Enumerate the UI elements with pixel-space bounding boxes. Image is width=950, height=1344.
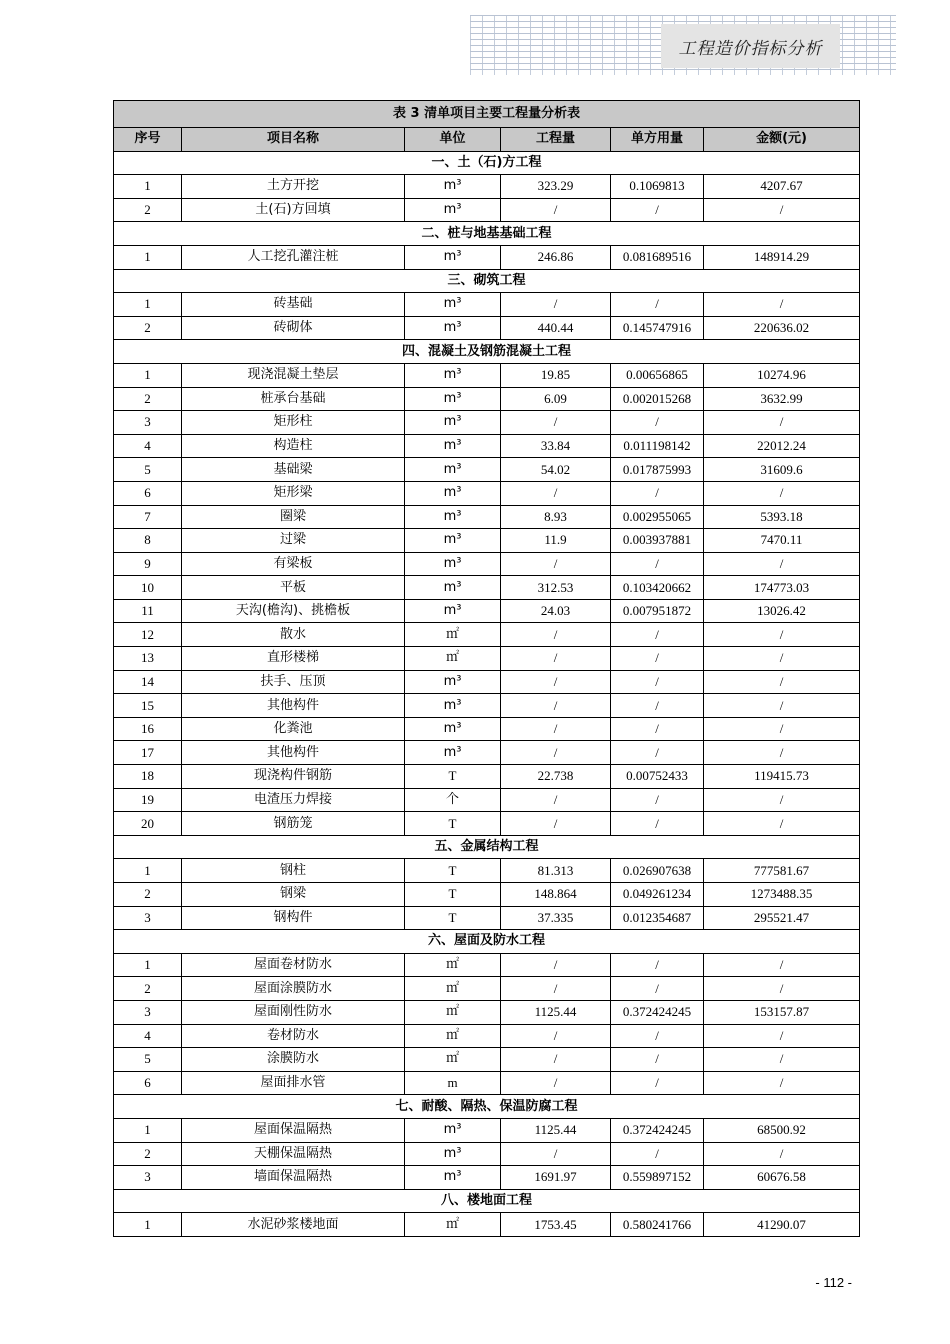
cell-unit-usage: / xyxy=(611,552,704,576)
cell-quantity: 37.335 xyxy=(501,906,611,930)
cell-quantity: / xyxy=(501,1142,611,1166)
cell-unit-usage: / xyxy=(611,717,704,741)
cell-unit-usage: / xyxy=(611,788,704,812)
cell-amount: / xyxy=(704,647,860,671)
cell-index: 20 xyxy=(114,812,182,836)
table-row xyxy=(114,670,860,694)
cell-item-name: 现浇构件钢筋 xyxy=(182,765,405,789)
cell-item-name: 构造柱 xyxy=(182,434,405,458)
cell-amount: / xyxy=(704,1024,860,1048)
cell-index: 1 xyxy=(114,293,182,317)
cell-amount: / xyxy=(704,411,860,435)
cell-index: 2 xyxy=(114,387,182,411)
cell-amount: / xyxy=(704,1142,860,1166)
cell-index: 1 xyxy=(114,245,182,269)
cell-item-name: 基础梁 xyxy=(182,458,405,482)
cell-quantity: / xyxy=(501,293,611,317)
cell-quantity: 148.864 xyxy=(501,883,611,907)
cell-index: 19 xyxy=(114,788,182,812)
cell-item-name: 桩承台基础 xyxy=(182,387,405,411)
table-row xyxy=(114,481,860,505)
cell-index: 2 xyxy=(114,316,182,340)
cell-unit: T xyxy=(405,906,501,930)
cell-item-name: 砖基础 xyxy=(182,293,405,317)
cell-quantity: 6.09 xyxy=(501,387,611,411)
cell-quantity: 24.03 xyxy=(501,599,611,623)
section-title: 一、土（石)方工程 xyxy=(114,151,860,175)
cell-amount: 31609.6 xyxy=(704,458,860,482)
table-header-row xyxy=(114,128,860,152)
cell-index: 12 xyxy=(114,623,182,647)
col-header-amount: 金额(元) xyxy=(704,128,860,152)
cell-unit: ㎡ xyxy=(405,1213,501,1237)
page-number: - 112 - xyxy=(815,1275,852,1290)
cell-unit: ㎡ xyxy=(405,1048,501,1072)
cell-unit-usage: 0.00656865 xyxy=(611,363,704,387)
cell-unit-usage: / xyxy=(611,647,704,671)
table-row xyxy=(114,458,860,482)
cell-unit: m³ xyxy=(405,670,501,694)
cell-item-name: 现浇混凝土垫层 xyxy=(182,363,405,387)
cell-item-name: 矩形柱 xyxy=(182,411,405,435)
table-row xyxy=(114,198,860,222)
cell-unit: m³ xyxy=(405,599,501,623)
cell-amount: / xyxy=(704,623,860,647)
section-row xyxy=(114,1095,860,1119)
cell-unit-usage: / xyxy=(611,977,704,1001)
cell-item-name: 平板 xyxy=(182,576,405,600)
cell-index: 3 xyxy=(114,906,182,930)
table-row xyxy=(114,977,860,1001)
cell-item-name: 屋面涂膜防水 xyxy=(182,977,405,1001)
cell-quantity: 1125.44 xyxy=(501,1118,611,1142)
cell-item-name: 屋面卷材防水 xyxy=(182,953,405,977)
cell-amount: 174773.03 xyxy=(704,576,860,600)
cell-quantity: / xyxy=(501,741,611,765)
cell-index: 17 xyxy=(114,741,182,765)
cell-unit: m³ xyxy=(405,434,501,458)
table-row xyxy=(114,316,860,340)
cell-item-name: 土(石)方回填 xyxy=(182,198,405,222)
cell-index: 11 xyxy=(114,599,182,623)
table-row xyxy=(114,293,860,317)
cell-index: 7 xyxy=(114,505,182,529)
cell-quantity: / xyxy=(501,1024,611,1048)
table-row xyxy=(114,906,860,930)
cell-index: 2 xyxy=(114,977,182,1001)
cell-unit-usage: / xyxy=(611,293,704,317)
cell-index: 5 xyxy=(114,1048,182,1072)
cell-quantity: / xyxy=(501,788,611,812)
table-row xyxy=(114,505,860,529)
section-title: 二、桩与地基基础工程 xyxy=(114,222,860,246)
cell-unit: m³ xyxy=(405,529,501,553)
cell-amount: 5393.18 xyxy=(704,505,860,529)
cell-amount: 220636.02 xyxy=(704,316,860,340)
cell-item-name: 钢柱 xyxy=(182,859,405,883)
table-row xyxy=(114,859,860,883)
cell-quantity: 440.44 xyxy=(501,316,611,340)
cell-amount: / xyxy=(704,293,860,317)
cell-quantity: / xyxy=(501,694,611,718)
cell-unit-usage: 0.145747916 xyxy=(611,316,704,340)
cell-unit-usage: 0.017875993 xyxy=(611,458,704,482)
section-title: 八、楼地面工程 xyxy=(114,1189,860,1213)
cell-amount: / xyxy=(704,788,860,812)
col-header-unit-usage: 单方用量 xyxy=(611,128,704,152)
table-row xyxy=(114,411,860,435)
table-row xyxy=(114,883,860,907)
table-row xyxy=(114,363,860,387)
cell-index: 3 xyxy=(114,1000,182,1024)
cell-item-name: 化粪池 xyxy=(182,717,405,741)
cell-unit-usage: / xyxy=(611,953,704,977)
cell-unit: m³ xyxy=(405,198,501,222)
table-row xyxy=(114,1024,860,1048)
cell-quantity: / xyxy=(501,623,611,647)
table-row xyxy=(114,717,860,741)
table-row xyxy=(114,1166,860,1190)
cell-unit: m³ xyxy=(405,505,501,529)
cell-item-name: 土方开挖 xyxy=(182,175,405,199)
cell-amount: 1273488.35 xyxy=(704,883,860,907)
cell-amount: 295521.47 xyxy=(704,906,860,930)
cell-quantity: 19.85 xyxy=(501,363,611,387)
cell-index: 14 xyxy=(114,670,182,694)
cell-item-name: 屋面排水管 xyxy=(182,1071,405,1095)
table-row xyxy=(114,1048,860,1072)
table-row xyxy=(114,953,860,977)
cell-amount: / xyxy=(704,717,860,741)
header-title-box xyxy=(661,24,840,68)
cell-unit: 个 xyxy=(405,788,501,812)
cell-quantity: 11.9 xyxy=(501,529,611,553)
cell-unit-usage: 0.00752433 xyxy=(611,765,704,789)
cell-quantity: / xyxy=(501,552,611,576)
section-row xyxy=(114,151,860,175)
table-row xyxy=(114,765,860,789)
cell-unit: m³ xyxy=(405,175,501,199)
cell-amount: / xyxy=(704,1071,860,1095)
cell-unit-usage: 0.026907638 xyxy=(611,859,704,883)
cell-unit: m³ xyxy=(405,576,501,600)
table-row xyxy=(114,623,860,647)
cell-amount: 4207.67 xyxy=(704,175,860,199)
cell-item-name: 圈梁 xyxy=(182,505,405,529)
cell-item-name: 墙面保温隔热 xyxy=(182,1166,405,1190)
cell-quantity: 1691.97 xyxy=(501,1166,611,1190)
table-row xyxy=(114,1071,860,1095)
cell-unit: m³ xyxy=(405,481,501,505)
cell-unit-usage: 0.011198142 xyxy=(611,434,704,458)
cell-unit: m³ xyxy=(405,316,501,340)
cell-item-name: 钢筋笼 xyxy=(182,812,405,836)
section-title: 六、屋面及防水工程 xyxy=(114,930,860,954)
cell-index: 1 xyxy=(114,363,182,387)
section-title: 四、混凝土及钢筋混凝土工程 xyxy=(114,340,860,364)
cell-unit-usage: 0.372424245 xyxy=(611,1000,704,1024)
table-row xyxy=(114,647,860,671)
cell-item-name: 其他构件 xyxy=(182,694,405,718)
cell-quantity: 8.93 xyxy=(501,505,611,529)
cell-amount: 10274.96 xyxy=(704,363,860,387)
cell-unit: m³ xyxy=(405,458,501,482)
cell-amount: / xyxy=(704,977,860,1001)
cell-index: 1 xyxy=(114,859,182,883)
cell-amount: 3632.99 xyxy=(704,387,860,411)
cell-quantity: / xyxy=(501,670,611,694)
cell-amount: 41290.07 xyxy=(704,1213,860,1237)
cell-unit-usage: / xyxy=(611,1142,704,1166)
cell-unit-usage: 0.103420662 xyxy=(611,576,704,600)
cell-unit-usage: / xyxy=(611,481,704,505)
cell-unit-usage: / xyxy=(611,1024,704,1048)
cell-amount: / xyxy=(704,694,860,718)
cell-index: 1 xyxy=(114,1118,182,1142)
cell-amount: / xyxy=(704,670,860,694)
section-row xyxy=(114,222,860,246)
cell-unit: m³ xyxy=(405,363,501,387)
cell-amount: 22012.24 xyxy=(704,434,860,458)
table-row xyxy=(114,741,860,765)
cell-unit: m³ xyxy=(405,694,501,718)
cell-quantity: / xyxy=(501,812,611,836)
cell-item-name: 钢梁 xyxy=(182,883,405,907)
cell-index: 4 xyxy=(114,434,182,458)
cell-index: 2 xyxy=(114,198,182,222)
col-header-index: 序号 xyxy=(114,128,182,152)
cell-index: 4 xyxy=(114,1024,182,1048)
cell-unit: ㎡ xyxy=(405,1024,501,1048)
cell-quantity: 1753.45 xyxy=(501,1213,611,1237)
section-title: 三、砌筑工程 xyxy=(114,269,860,293)
cell-unit-usage: / xyxy=(611,812,704,836)
table-row xyxy=(114,245,860,269)
cell-unit: ㎡ xyxy=(405,623,501,647)
cell-index: 15 xyxy=(114,694,182,718)
cell-quantity: 22.738 xyxy=(501,765,611,789)
table-row xyxy=(114,788,860,812)
cell-amount: / xyxy=(704,741,860,765)
table-row xyxy=(114,812,860,836)
cell-unit: m³ xyxy=(405,245,501,269)
cell-unit: m³ xyxy=(405,411,501,435)
cell-item-name: 砖砌体 xyxy=(182,316,405,340)
cell-amount: 153157.87 xyxy=(704,1000,860,1024)
cell-item-name: 天沟(檐沟)、挑檐板 xyxy=(182,599,405,623)
cell-index: 2 xyxy=(114,1142,182,1166)
table-row xyxy=(114,529,860,553)
cell-unit-usage: / xyxy=(611,670,704,694)
cell-index: 5 xyxy=(114,458,182,482)
cell-unit: ㎡ xyxy=(405,647,501,671)
cell-amount: 60676.58 xyxy=(704,1166,860,1190)
cell-item-name: 屋面保温隔热 xyxy=(182,1118,405,1142)
cell-index: 16 xyxy=(114,717,182,741)
table-row xyxy=(114,599,860,623)
cell-unit: m³ xyxy=(405,717,501,741)
cell-index: 8 xyxy=(114,529,182,553)
cell-index: 18 xyxy=(114,765,182,789)
cell-quantity: 1125.44 xyxy=(501,1000,611,1024)
cell-index: 6 xyxy=(114,1071,182,1095)
cell-unit-usage: / xyxy=(611,1048,704,1072)
section-row xyxy=(114,930,860,954)
cell-unit-usage: 0.372424245 xyxy=(611,1118,704,1142)
cell-amount: / xyxy=(704,552,860,576)
cell-unit: T xyxy=(405,883,501,907)
cell-quantity: 54.02 xyxy=(501,458,611,482)
section-row xyxy=(114,835,860,859)
table-row xyxy=(114,1142,860,1166)
table-row xyxy=(114,552,860,576)
col-header-item-name: 项目名称 xyxy=(182,128,405,152)
cell-quantity: / xyxy=(501,977,611,1001)
cell-quantity: 33.84 xyxy=(501,434,611,458)
table-title-row xyxy=(114,101,860,128)
cell-item-name: 天棚保温隔热 xyxy=(182,1142,405,1166)
cell-item-name: 有梁板 xyxy=(182,552,405,576)
cell-quantity: / xyxy=(501,953,611,977)
cell-item-name: 卷材防水 xyxy=(182,1024,405,1048)
table-row xyxy=(114,1000,860,1024)
cell-item-name: 扶手、压顶 xyxy=(182,670,405,694)
cell-quantity: 323.29 xyxy=(501,175,611,199)
cell-unit: m³ xyxy=(405,1142,501,1166)
cell-quantity: 81.313 xyxy=(501,859,611,883)
cell-unit-usage: 0.002955065 xyxy=(611,505,704,529)
quantity-analysis-table xyxy=(113,100,860,1237)
cell-quantity: 246.86 xyxy=(501,245,611,269)
section-title: 七、耐酸、隔热、保温防腐工程 xyxy=(114,1095,860,1119)
table-row xyxy=(114,1213,860,1237)
table-row xyxy=(114,576,860,600)
cell-quantity: / xyxy=(501,411,611,435)
section-row xyxy=(114,340,860,364)
cell-item-name: 过梁 xyxy=(182,529,405,553)
cell-unit: T xyxy=(405,859,501,883)
cell-unit: m xyxy=(405,1071,501,1095)
cell-unit: ㎡ xyxy=(405,977,501,1001)
table-row xyxy=(114,1118,860,1142)
cell-amount: 68500.92 xyxy=(704,1118,860,1142)
cell-index: 1 xyxy=(114,175,182,199)
section-row xyxy=(114,1189,860,1213)
cell-unit: m³ xyxy=(405,741,501,765)
cell-amount: / xyxy=(704,481,860,505)
cell-unit: T xyxy=(405,812,501,836)
cell-unit: m³ xyxy=(405,1166,501,1190)
cell-index: 2 xyxy=(114,883,182,907)
table-row xyxy=(114,387,860,411)
cell-item-name: 钢构件 xyxy=(182,906,405,930)
cell-index: 6 xyxy=(114,481,182,505)
cell-unit-usage: / xyxy=(611,411,704,435)
cell-unit-usage: / xyxy=(611,741,704,765)
cell-amount: / xyxy=(704,812,860,836)
cell-unit-usage: 0.002015268 xyxy=(611,387,704,411)
cell-unit: ㎡ xyxy=(405,953,501,977)
cell-unit: ㎡ xyxy=(405,1000,501,1024)
cell-unit-usage: 0.559897152 xyxy=(611,1166,704,1190)
cell-unit-usage: 0.012354687 xyxy=(611,906,704,930)
cell-amount: / xyxy=(704,198,860,222)
cell-index: 3 xyxy=(114,1166,182,1190)
cell-index: 10 xyxy=(114,576,182,600)
cell-index: 3 xyxy=(114,411,182,435)
cell-amount: / xyxy=(704,1048,860,1072)
cell-item-name: 电渣压力焊接 xyxy=(182,788,405,812)
cell-index: 1 xyxy=(114,1213,182,1237)
cell-quantity: / xyxy=(501,1071,611,1095)
cell-quantity: / xyxy=(501,481,611,505)
cell-unit: m³ xyxy=(405,1118,501,1142)
section-title: 五、金属结构工程 xyxy=(114,835,860,859)
cell-item-name: 其他构件 xyxy=(182,741,405,765)
cell-unit: T xyxy=(405,765,501,789)
cell-quantity: / xyxy=(501,198,611,222)
cell-unit-usage: 0.049261234 xyxy=(611,883,704,907)
section-row xyxy=(114,269,860,293)
col-header-unit: 单位 xyxy=(405,128,501,152)
table-row xyxy=(114,434,860,458)
cell-amount: 119415.73 xyxy=(704,765,860,789)
table-row xyxy=(114,694,860,718)
cell-amount: / xyxy=(704,953,860,977)
cell-unit-usage: 0.007951872 xyxy=(611,599,704,623)
cell-index: 13 xyxy=(114,647,182,671)
cell-unit-usage: / xyxy=(611,1071,704,1095)
cell-unit-usage: / xyxy=(611,694,704,718)
cell-index: 1 xyxy=(114,953,182,977)
cell-unit: m³ xyxy=(405,552,501,576)
col-header-quantity: 工程量 xyxy=(501,128,611,152)
cell-item-name: 人工挖孔灌注桩 xyxy=(182,245,405,269)
cell-unit: m³ xyxy=(405,387,501,411)
cell-unit-usage: 0.580241766 xyxy=(611,1213,704,1237)
cell-unit: m³ xyxy=(405,293,501,317)
cell-amount: 7470.11 xyxy=(704,529,860,553)
table-title: 表 3 清单项目主要工程量分析表 xyxy=(114,101,860,128)
cell-item-name: 涂膜防水 xyxy=(182,1048,405,1072)
cell-item-name: 散水 xyxy=(182,623,405,647)
cell-unit-usage: / xyxy=(611,198,704,222)
cell-item-name: 直形楼梯 xyxy=(182,647,405,671)
cell-amount: 777581.67 xyxy=(704,859,860,883)
cell-item-name: 屋面刚性防水 xyxy=(182,1000,405,1024)
cell-index: 9 xyxy=(114,552,182,576)
cell-unit-usage: / xyxy=(611,623,704,647)
cell-unit-usage: 0.003937881 xyxy=(611,529,704,553)
cell-quantity: / xyxy=(501,647,611,671)
cell-quantity: / xyxy=(501,717,611,741)
cell-amount: 13026.42 xyxy=(704,599,860,623)
cell-unit-usage: 0.081689516 xyxy=(611,245,704,269)
cell-item-name: 水泥砂浆楼地面 xyxy=(182,1213,405,1237)
cell-item-name: 矩形梁 xyxy=(182,481,405,505)
cell-quantity: 312.53 xyxy=(501,576,611,600)
header-title: 工程造价指标分析 xyxy=(678,38,823,59)
cell-amount: 148914.29 xyxy=(704,245,860,269)
table-row xyxy=(114,175,860,199)
cell-unit-usage: 0.1069813 xyxy=(611,175,704,199)
cell-quantity: / xyxy=(501,1048,611,1072)
